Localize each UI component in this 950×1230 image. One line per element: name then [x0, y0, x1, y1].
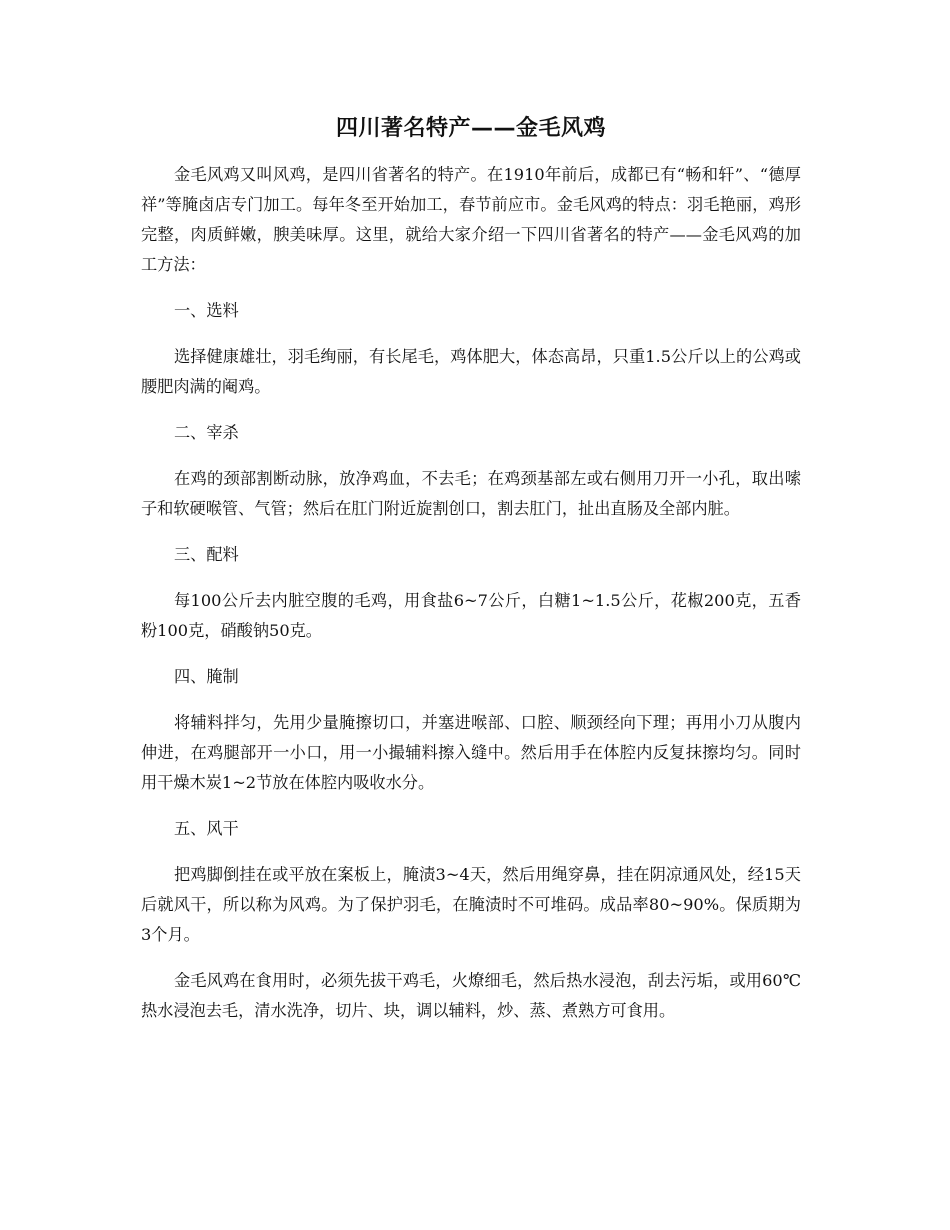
section-text-slaughter: 在鸡的颈部割断动脉，放净鸡血，不去毛；在鸡颈基部左或右侧用刀开一小孔，取出嗦子和软硬喉管、气管；然后在肛门附近旋割创口，割去肛门，扯出直肠及全部内脏。 [141, 469, 801, 518]
closing-paragraph: 金毛风鸡在食用时，必须先拔干鸡毛，火燎细毛，然后热水浸泡，刮去污垢，或用60℃热水浸泡去毛，清水洗净，切片、块，调以辅料，炒、蒸、煮熟方可食用。 [141, 971, 801, 1020]
section-text-ingredients: 每100公斤去内脏空腹的毛鸡，用食盐6~7公斤，白糖1~1.5公斤，花椒200克，五香粉100克，硝酸钠50克。 [141, 591, 801, 640]
section-heading-slaughter: 二、宰杀 [174, 423, 239, 442]
section-heading-selection: 一、选料 [174, 301, 239, 320]
section-text-air-drying: 把鸡脚倒挂在或平放在案板上，腌渍3~4天，然后用绳穿鼻，挂在阴凉通风处，经15天后就风干，所以称为风鸡。为了保护羽毛，在腌渍时不可堆码。成品率80~90%。保质期为3个月。 [141, 865, 801, 944]
document-body [141, 112, 801, 1042]
section-heading-air-drying: 五、风干 [174, 819, 239, 838]
section-text-curing: 将辅料拌匀，先用少量腌擦切口，并塞进喉部、口腔、顺颈经向下理；再用小刀从腹内伸进，在鸡腿部开一小口，用一小撮辅料擦入缝中。然后用手在体腔内反复抹擦均匀。同时用干燥木炭1~2节放在体腔内吸收水分。 [141, 713, 801, 792]
document-title: 四川著名特产——金毛风鸡 [335, 116, 606, 141]
section-heading-curing: 四、腌制 [174, 667, 239, 686]
section-text-selection: 选择健康雄壮，羽毛绚丽，有长尾毛，鸡体肥大，体态高昂，只重1.5公斤以上的公鸡或腰肥肉满的阉鸡。 [141, 347, 801, 396]
intro-paragraph: 金毛风鸡又叫风鸡，是四川省著名的特产。在1910年前后，成都已有“畅和轩”、“德厚祥”等腌卤店专门加工。每年冬至开始加工，春节前应市。金毛风鸡的特点：羽毛艳丽，鸡形完整，肉质鲜嫩，腴美味厚。这里，就给大家介绍一下四川省著名的特产——金毛风鸡的加工方法： [141, 165, 801, 274]
section-heading-ingredients: 三、配料 [174, 545, 239, 564]
